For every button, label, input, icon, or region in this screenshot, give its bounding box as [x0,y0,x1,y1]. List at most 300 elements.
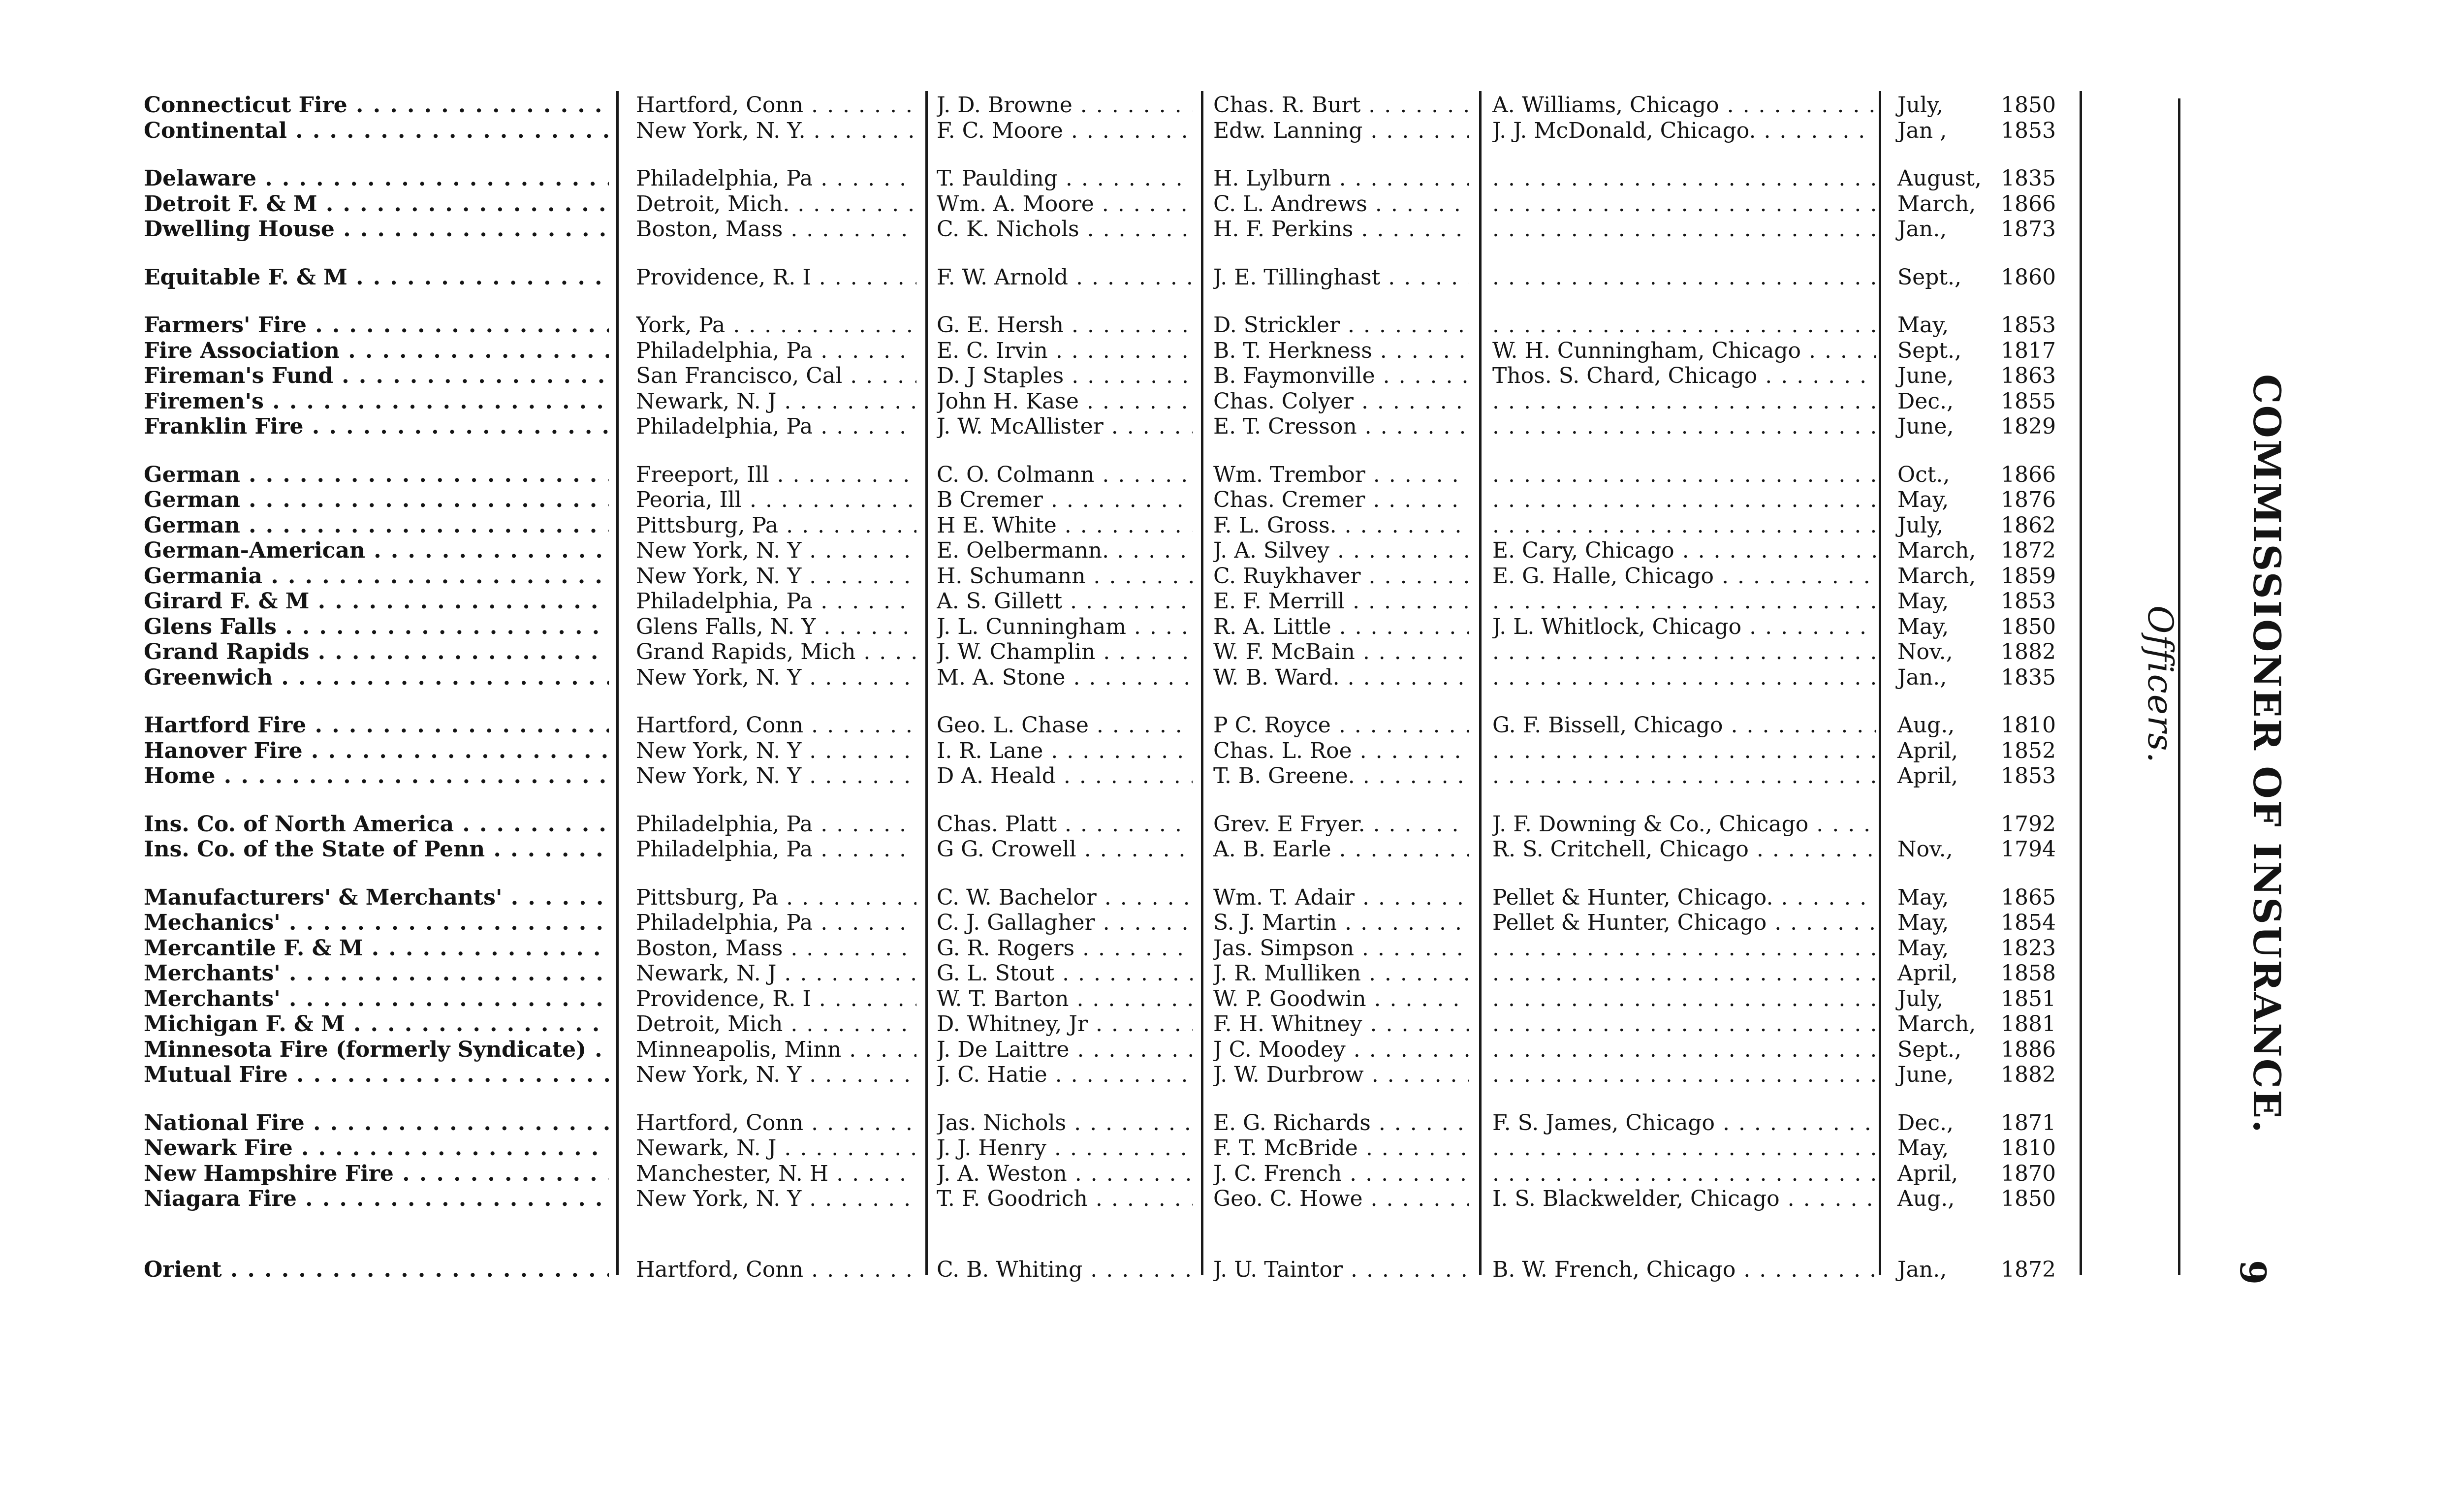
month-cell: May, [1897,487,1949,512]
agent-cell: G. F. Bissell, Chicago . . . [1492,713,1876,738]
company-cell: Michigan F. & M . . . [144,1011,609,1037]
president-cell: G G. Crowell . . . [937,837,1193,862]
year-cell: 1881 [2001,1011,2056,1037]
year-cell: 1794 [2001,837,2056,862]
month-cell: June, [1897,414,1954,439]
year-cell: 1882 [2001,1062,2056,1087]
year-cell: 1866 [2001,191,2056,217]
agent-cell: F. S. James, Chicago . . . [1492,1110,1876,1136]
year-cell: 1851 [2001,986,2056,1011]
month-cell: May, [1897,614,1949,639]
year-cell: 1850 [2001,1186,2056,1211]
president-cell: I. R. Lane . . . [937,738,1193,764]
secretary-cell: P C. Royce . . . [1213,713,1469,738]
table-row [0,363,2082,389]
agent-cell: I. S. Blackwelder, Chicago . . . [1492,1186,1876,1212]
company-cell: Ins. Co. of North America . . . [144,812,609,837]
secretary-cell: H. Lylburn . . . [1213,166,1469,191]
secretary-cell: J. R. Mulliken . . . [1213,961,1469,986]
company-cell: Grand Rapids . . . [144,639,609,665]
agent-cell [1492,1135,1876,1161]
location-cell: Grand Rapids, Mich . . . [636,639,916,665]
year-cell: 1872 [2001,538,2056,563]
table-row [0,812,2082,837]
year-cell: 1810 [2001,1135,2056,1161]
company-cell: German . . . [144,513,609,538]
secretary-cell: T. B. Greene. . . . [1213,763,1469,789]
location-cell: Detroit, Mich. . . . [636,191,916,217]
location-cell: Hartford, Conn . . . [636,1110,916,1136]
location-cell: Minneapolis, Minn . . . [636,1037,916,1063]
table-row [0,389,2082,414]
year-cell: 1862 [2001,512,2056,538]
president-cell: C. J. Gallagher . . . [937,910,1193,936]
month-cell: Jan., [1897,664,1947,690]
table-row [0,713,2082,738]
month-cell: May, [1897,910,1949,935]
table-row [0,1135,2082,1161]
president-cell: C. W. Bachelor . . . [937,885,1193,911]
secretary-cell: Chas. R. Burt . . . [1213,93,1469,118]
president-cell: J. W. McAllister . . . [937,414,1193,440]
location-cell: Pittsburg, Pa . . . [636,885,916,911]
company-cell: Mercantile F. & M . . . [144,936,609,961]
year-cell: 1871 [2001,1110,2056,1135]
agent-cell: J. F. Downing & Co., Chicago . . . [1492,812,1876,837]
agent-cell [1492,1161,1876,1187]
location-cell: Boston, Mass . . . [636,936,916,961]
month-cell: Nov., [1897,639,1953,664]
month-cell: Nov., [1897,837,1953,862]
table-row [0,265,2082,290]
president-cell: D A. Heald . . . [937,763,1193,789]
president-cell: B Cremer . . . [937,487,1193,513]
location-cell: Hartford, Conn . . . [636,1257,916,1283]
month-cell: April, [1897,763,1958,788]
president-cell: Jas. Nichols . . . [937,1110,1193,1136]
year-cell: 1835 [2001,664,2056,690]
agent-cell: Pellet & Hunter, Chicago . . . [1492,910,1876,936]
secretary-cell: W. P. Goodwin . . . [1213,986,1469,1012]
table-row [0,589,2082,614]
secretary-cell: E. T. Cresson . . . [1213,414,1469,440]
table-row [0,936,2082,961]
month-cell: Sept., [1897,264,1962,290]
month-cell: Oct., [1897,462,1950,487]
secretary-cell: S. J. Martin . . . [1213,910,1469,936]
year-cell: 1810 [2001,713,2056,738]
running-title: COMMISSIONER OF INSURANCE. [2245,374,2289,1134]
agent-cell: W. H. Cunningham, Chicago . . . [1492,338,1876,364]
company-cell: Niagara Fire . . . [144,1186,609,1212]
agent-cell: J. L. Whitlock, Chicago . . . [1492,614,1876,640]
year-cell: 1872 [2001,1257,2056,1282]
secretary-cell: A. B. Earle . . . [1213,837,1469,862]
table-row [0,487,2082,513]
company-cell: Minnesota Fire (formerly Syndicate) . . . [144,1037,609,1063]
month-cell: Aug., [1897,1186,1955,1211]
company-cell: Franklin Fire . . . [144,414,609,440]
location-cell: Philadelphia, Pa . . . [636,166,916,191]
company-cell: New Hampshire Fire . . . [144,1161,609,1187]
company-cell: Delaware . . . [144,166,609,191]
location-cell: Philadelphia, Pa . . . [636,812,916,837]
table-row [0,837,2082,862]
company-cell: Merchants' . . . [144,986,609,1012]
table-row [0,191,2082,217]
president-cell: J. D. Browne . . . [937,93,1193,118]
secretary-cell: J. U. Taintor . . . [1213,1257,1469,1283]
table-row [0,763,2082,789]
company-cell: Detroit F. & M . . . [144,191,609,217]
agent-cell [1492,738,1876,764]
company-cell: German . . . [144,487,609,513]
agent-cell [1492,487,1876,513]
secretary-cell: Geo. C. Howe . . . [1213,1186,1469,1212]
table-row [0,513,2082,538]
month-cell: Dec., [1897,1110,1954,1135]
table-row [0,93,2082,118]
company-cell: Girard F. & M . . . [144,589,609,614]
company-cell: Continental . . . [144,118,609,144]
company-cell: Mechanics' . . . [144,910,609,936]
month-cell: March, [1897,1011,1976,1037]
month-cell: April, [1897,738,1958,763]
table-row [0,217,2082,242]
agent-cell [1492,389,1876,414]
president-cell: A. S. Gillett . . . [937,589,1193,614]
month-cell: May, [1897,589,1949,614]
month-cell: May, [1897,935,1949,961]
president-cell: F. C. Moore . . . [937,118,1193,144]
agent-cell [1492,414,1876,440]
year-cell: 1852 [2001,738,2056,763]
agent-cell: Pellet & Hunter, Chicago. . . . [1492,885,1876,911]
location-cell: Hartford, Conn . . . [636,93,916,118]
agent-cell [1492,265,1876,290]
company-cell: Merchants' . . . [144,961,609,986]
president-cell: E. Oelbermann. . . . [937,538,1193,564]
company-cell: German-American . . . [144,538,609,564]
agent-cell [1492,936,1876,961]
table-row [0,313,2082,338]
year-cell: 1873 [2001,217,2056,242]
year-cell: 1854 [2001,910,2056,935]
table-row [0,961,2082,986]
year-cell: 1863 [2001,363,2056,388]
president-cell: M. A. Stone . . . [937,665,1193,691]
location-cell: New York, N. Y . . . [636,738,916,764]
location-cell: Philadelphia, Pa . . . [636,910,916,936]
location-cell: New York, N. Y . . . [636,538,916,564]
location-cell: Glens Falls, N. Y . . . [636,614,916,640]
president-cell: H. Schumann . . . [937,564,1193,589]
location-cell: Boston, Mass . . . [636,217,916,242]
agent-cell [1492,986,1876,1012]
president-cell: J. L. Cunningham . . . [937,614,1193,640]
secretary-cell: E. F. Merrill . . . [1213,589,1469,614]
month-cell: August, [1897,166,1982,191]
agent-cell: E. G. Halle, Chicago . . . [1492,564,1876,589]
month-cell: April, [1897,1161,1958,1186]
year-cell: 1850 [2001,614,2056,639]
agent-cell [1492,1062,1876,1088]
table-row [0,910,2082,936]
president-cell: J. J. Henry . . . [937,1135,1193,1161]
year-cell: 1859 [2001,563,2056,589]
secretary-cell: J C. Moodey . . . [1213,1037,1469,1063]
secretary-cell: J. E. Tillinghast . . . [1213,265,1469,290]
location-cell: Newark, N. J . . . [636,961,916,986]
location-cell: Manchester, N. H . . . [636,1161,916,1187]
agent-cell [1492,313,1876,338]
secretary-cell: W. F. McBain . . . [1213,639,1469,665]
month-cell: Sept., [1897,1037,1962,1062]
agent-cell [1492,513,1876,538]
location-cell: Hartford, Conn . . . [636,713,916,738]
year-cell: 1850 [2001,93,2056,118]
secretary-cell: C. L. Andrews . . . [1213,191,1469,217]
location-cell: Newark, N. J . . . [636,389,916,414]
year-cell: 1855 [2001,388,2056,414]
secretary-cell: F. L. Gross. . . . [1213,513,1469,538]
secretary-cell: Jas. Simpson . . . [1213,936,1469,961]
location-cell: Detroit, Mich . . . [636,1011,916,1037]
president-cell: C. B. Whiting . . . [937,1257,1193,1283]
company-cell: Connecticut Fire . . . [144,93,609,118]
company-cell: Firemen's . . . [144,389,609,414]
location-cell: Philadelphia, Pa . . . [636,414,916,440]
location-cell: Providence, R. I . . . [636,265,916,290]
president-cell: G. E. Hersh . . . [937,313,1193,338]
agent-cell: R. S. Critchell, Chicago . . . [1492,837,1876,862]
table-row [0,462,2082,488]
location-cell: New York, N. Y. . . . [636,118,916,144]
company-cell: National Fire . . . [144,1110,609,1136]
month-cell: Jan., [1897,1257,1947,1282]
month-cell: July, [1897,986,1944,1011]
year-cell: 1853 [2001,118,2056,143]
president-cell: J. C. Hatie . . . [937,1062,1193,1088]
location-cell: Philadelphia, Pa . . . [636,338,916,364]
agent-cell [1492,639,1876,665]
secretary-cell: C. Ruykhaver . . . [1213,564,1469,589]
month-cell: July, [1897,93,1944,118]
location-cell: New York, N. Y . . . [636,763,916,789]
company-cell: Farmers' Fire . . . [144,313,609,338]
company-cell: Fire Association . . . [144,338,609,364]
president-cell: J. A. Weston . . . [937,1161,1193,1187]
president-cell: T. F. Goodrich . . . [937,1186,1193,1212]
location-cell: New York, N. Y . . . [636,564,916,589]
secretary-cell: Edw. Lanning . . . [1213,118,1469,144]
president-cell: E. C. Irvin . . . [937,338,1193,364]
page-number: 9 [2232,1260,2274,1285]
secretary-cell: W. B. Ward. . . . [1213,665,1469,691]
location-cell: Philadelphia, Pa . . . [636,837,916,862]
location-cell: Freeport, Ill . . . [636,462,916,488]
location-cell: Philadelphia, Pa . . . [636,589,916,614]
agent-cell: B. W. French, Chicago . . . [1492,1257,1876,1283]
table-row [0,1110,2082,1136]
president-cell: T. Paulding . . . [937,166,1193,191]
agent-cell [1492,166,1876,191]
year-cell: 1866 [2001,462,2056,487]
secretary-cell: Wm. Trembor . . . [1213,462,1469,488]
secretary-cell: Grev. E Fryer. . . . [1213,812,1469,837]
president-cell: G. R. Rogers . . . [937,936,1193,961]
president-cell: C. K. Nichols . . . [937,217,1193,242]
company-cell: Fireman's Fund . . . [144,363,609,389]
year-cell: 1860 [2001,264,2056,290]
location-cell: Pittsburg, Pa . . . [636,513,916,538]
location-cell: Peoria, Ill . . . [636,487,916,513]
secretary-cell: R. A. Little . . . [1213,614,1469,640]
month-cell: June, [1897,1062,1954,1087]
year-cell: 1792 [2001,811,2056,837]
table-row [0,986,2082,1012]
table-row [0,564,2082,589]
location-cell: New York, N. Y . . . [636,1062,916,1088]
company-cell: Greenwich . . . [144,665,609,691]
year-cell: 1835 [2001,166,2056,191]
agent-cell: E. Cary, Chicago . . . [1492,538,1876,564]
table-row [0,614,2082,640]
year-cell: 1886 [2001,1037,2056,1062]
secretary-cell: J. C. French . . . [1213,1161,1469,1187]
secretary-cell: E. G. Richards . . . [1213,1110,1469,1136]
year-cell: 1882 [2001,639,2056,664]
section-title: Officers. [2140,605,2180,764]
table-row [0,414,2082,440]
year-cell: 1876 [2001,487,2056,512]
location-cell: San Francisco, Cal . . . [636,363,916,389]
table-row [0,639,2082,665]
president-cell: Chas. Platt . . . [937,812,1193,837]
table-row [0,885,2082,911]
table-row [0,1257,2082,1283]
president-cell: Geo. L. Chase . . . [937,713,1193,738]
agent-cell [1492,1011,1876,1037]
agent-cell [1492,462,1876,488]
table-row [0,538,2082,564]
month-cell: April, [1897,961,1958,986]
table-row [0,665,2082,691]
location-cell: New York, N. Y . . . [636,665,916,691]
agent-cell: A. Williams, Chicago . . . [1492,93,1876,118]
agent-cell: J. J. McDonald, Chicago. . . . [1492,118,1876,144]
company-cell: Germania . . . [144,564,609,589]
table-row [0,338,2082,364]
agent-cell [1492,217,1876,242]
company-cell: Equitable F. & M . . . [144,265,609,290]
year-cell: 1829 [2001,414,2056,439]
table-row [0,166,2082,191]
location-cell: York, Pa . . . [636,313,916,338]
company-cell: Orient . . . [144,1257,609,1283]
president-cell: H E. White . . . [937,513,1193,538]
president-cell: W. T. Barton . . . [937,986,1193,1012]
year-cell: 1865 [2001,884,2056,910]
agent-cell: Thos. S. Chard, Chicago . . . [1492,363,1876,389]
month-cell: May, [1897,313,1949,338]
secretary-cell: Chas. Cremer . . . [1213,487,1469,513]
company-cell: Ins. Co. of the State of Penn . . . [144,837,609,862]
secretary-cell: B. Faymonville . . . [1213,363,1469,389]
month-cell: Dec., [1897,388,1954,414]
president-cell: D. Whitney, Jr . . . [937,1011,1193,1037]
year-cell: 1817 [2001,338,2056,363]
secretary-cell: J. W. Durbrow . . . [1213,1062,1469,1088]
agent-cell [1492,763,1876,789]
president-cell: C. O. Colmann . . . [937,462,1193,488]
table-row [0,738,2082,764]
secretary-cell: F. T. McBride . . . [1213,1135,1469,1161]
secretary-cell: B. T. Herkness . . . [1213,338,1469,364]
month-cell: May, [1897,884,1949,910]
company-cell: Mutual Fire . . . [144,1062,609,1088]
secretary-cell: Wm. T. Adair . . . [1213,885,1469,911]
company-cell: Hanover Fire . . . [144,738,609,764]
secretary-cell: Chas. L. Roe . . . [1213,738,1469,764]
agent-cell [1492,665,1876,691]
company-cell: Home . . . [144,763,609,789]
president-cell: F. W. Arnold . . . [937,265,1193,290]
company-cell: Hartford Fire . . . [144,713,609,738]
president-cell: D. J Staples . . . [937,363,1193,389]
year-cell: 1870 [2001,1161,2056,1186]
table-row [0,1186,2082,1212]
month-cell: June, [1897,363,1954,388]
company-cell: Dwelling House . . . [144,217,609,242]
year-cell: 1823 [2001,935,2056,961]
agent-cell [1492,589,1876,614]
month-cell: March, [1897,563,1976,589]
secretary-cell: Chas. Colyer . . . [1213,389,1469,414]
agent-cell [1492,1037,1876,1063]
president-cell: Wm. A. Moore . . . [937,191,1193,217]
location-cell: New York, N. Y . . . [636,1186,916,1212]
month-cell: March, [1897,191,1976,217]
company-cell: Newark Fire . . . [144,1135,609,1161]
president-cell: G. L. Stout . . . [937,961,1193,986]
table-row [0,1062,2082,1088]
month-cell: Aug., [1897,713,1955,738]
agent-cell [1492,961,1876,986]
month-cell: Jan , [1897,118,1947,143]
president-cell: John H. Kase . . . [937,389,1193,414]
year-cell: 1853 [2001,313,2056,338]
company-cell: Glens Falls . . . [144,614,609,640]
month-cell: May, [1897,1135,1949,1161]
company-cell: German . . . [144,462,609,488]
month-cell: July, [1897,512,1944,538]
secretary-cell: D. Strickler . . . [1213,313,1469,338]
table-row [0,1037,2082,1063]
president-cell: J. De Laittre . . . [937,1037,1193,1063]
location-cell: Providence, R. I . . . [636,986,916,1012]
month-cell: Jan., [1897,217,1947,242]
secretary-cell: F. H. Whitney . . . [1213,1011,1469,1037]
table-row [0,118,2082,144]
year-cell: 1853 [2001,589,2056,614]
year-cell: 1853 [2001,763,2056,788]
month-cell: March, [1897,538,1976,563]
year-cell: 1858 [2001,961,2056,986]
president-cell: J. W. Champlin . . . [937,639,1193,665]
secretary-cell: H. F. Perkins . . . [1213,217,1469,242]
company-cell: Manufacturers' & Merchants' . . . [144,885,609,911]
